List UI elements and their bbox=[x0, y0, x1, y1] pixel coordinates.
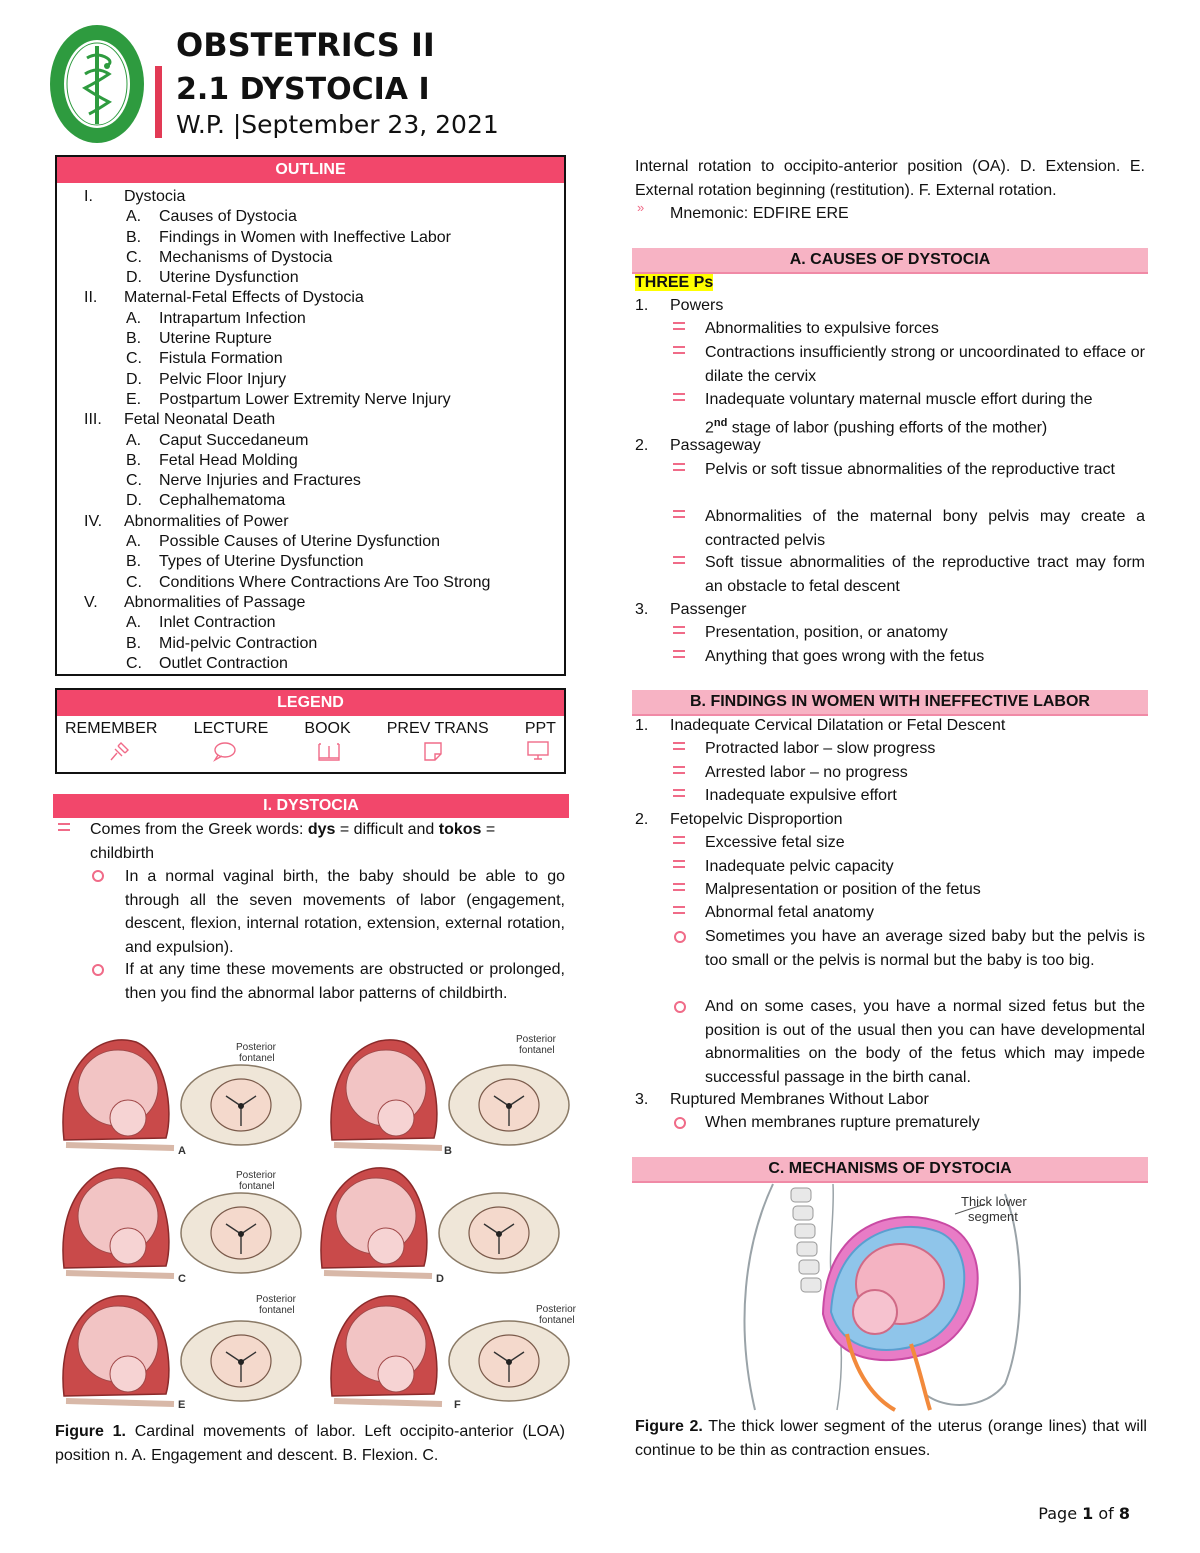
outline-item-text: Types of Uterine Dysfunction bbox=[159, 553, 364, 571]
posterior-fontanel-label: fontanel bbox=[239, 1053, 275, 1064]
bullet-icon bbox=[673, 836, 685, 844]
bullet-icon bbox=[673, 346, 685, 354]
outline-item-text: Possible Causes of Uterine Dysfunction bbox=[159, 533, 441, 551]
outline-item-number: III. bbox=[84, 411, 102, 429]
sub-bullet-icon bbox=[92, 870, 104, 882]
outline-item bbox=[57, 512, 564, 532]
cause-detail: Abnormalities to expulsive forces bbox=[705, 320, 939, 337]
outline-item-text: Findings in Women with Ineffective Labor bbox=[159, 228, 452, 246]
posterior-fontanel-label: fontanel bbox=[259, 1305, 295, 1316]
outline-item bbox=[57, 268, 564, 288]
section-dystocia-header: I. DYSTOCIA bbox=[53, 794, 569, 818]
outline-item-text: Pelvic Floor Injury bbox=[159, 370, 287, 388]
outline-item-text: Maternal-Fetal Effects of Dystocia bbox=[124, 289, 364, 307]
bullet-icon bbox=[673, 742, 685, 750]
outline-item-number: C. bbox=[126, 573, 142, 591]
outline-item bbox=[57, 207, 564, 227]
cause-detail: Soft tissue abnormalities of the reproductive tract may form an obstacle to fetal descent bbox=[705, 554, 1145, 595]
finding-number: 2. bbox=[635, 811, 649, 828]
figure-1-caption-cont: Internal rotation to occipito-anterior position (OA). D. Extension. E. External rotation beginning (restitution). F. External rotation. bbox=[635, 158, 1145, 199]
finding-note: Sometimes you have an average sized baby but the pelvis is too small or the pelvis is normal but the baby is too big. bbox=[705, 928, 1145, 969]
sub-bullet-icon bbox=[92, 964, 104, 976]
outline-item bbox=[57, 654, 564, 674]
outline-item bbox=[57, 573, 564, 593]
legend-label-book: BOOK bbox=[304, 720, 351, 737]
outline-item-text: Fetal Head Molding bbox=[159, 451, 298, 469]
legend-label-lecture: LECTURE bbox=[193, 720, 269, 737]
outline-item bbox=[57, 390, 564, 410]
outline-item-number: C. bbox=[126, 472, 142, 490]
outline-item-number: D. bbox=[126, 269, 142, 287]
outline-item-number: V. bbox=[84, 593, 98, 611]
posterior-fontanel-label: Posterior bbox=[516, 1034, 557, 1045]
finding-detail: Protracted labor – slow progress bbox=[705, 740, 936, 757]
outline-item-text: Caput Succedaneum bbox=[159, 431, 309, 449]
bullet-icon bbox=[673, 556, 685, 564]
topic-title: 2.1 DYSTOCIA I bbox=[176, 72, 430, 107]
outline-item-text: Abnormalities of Passage bbox=[124, 593, 306, 611]
bullet-icon bbox=[673, 883, 685, 891]
cause-number: 2. bbox=[635, 437, 649, 454]
figure-1-panel bbox=[331, 1040, 569, 1148]
outline-item-number: C. bbox=[126, 350, 142, 368]
outline-item-text: Uterine Rupture bbox=[159, 330, 272, 348]
outline-item bbox=[57, 471, 564, 491]
figure-1-panel-label: C bbox=[178, 1273, 186, 1285]
outline-item-text: Fistula Formation bbox=[159, 350, 283, 368]
section-causes-header: A. CAUSES OF DYSTOCIA bbox=[632, 248, 1148, 274]
cause-label: Passageway bbox=[670, 437, 761, 454]
outline-item bbox=[57, 288, 564, 308]
posterior-fontanel-label: fontanel bbox=[539, 1315, 575, 1326]
outline-item bbox=[57, 228, 564, 248]
legend-labels bbox=[57, 716, 564, 738]
outline-item bbox=[57, 431, 564, 451]
outline-item-number: E. bbox=[126, 390, 142, 408]
outline-item bbox=[57, 451, 564, 471]
cause-label: Powers bbox=[670, 297, 724, 314]
outline-item-text: Outlet Contraction bbox=[159, 654, 288, 672]
outline-title: OUTLINE bbox=[57, 157, 564, 183]
outline-item-number: B. bbox=[126, 634, 142, 652]
legend-title: LEGEND bbox=[57, 690, 564, 716]
bullet-icon bbox=[673, 789, 685, 797]
outline-item bbox=[57, 491, 564, 511]
bullet-icon bbox=[673, 860, 685, 868]
outline-item-number: A. bbox=[126, 309, 142, 327]
monitor-icon bbox=[526, 740, 550, 762]
outline-item-text: Postpartum Lower Extremity Nerve Injury bbox=[159, 390, 451, 408]
posterior-fontanel-label: Posterior bbox=[236, 1170, 277, 1181]
cause-number: 1. bbox=[635, 297, 649, 314]
bullet-icon bbox=[673, 766, 685, 774]
bullet-icon bbox=[673, 626, 685, 634]
bullet-icon bbox=[673, 650, 685, 658]
stage-rest: stage of labor (pushing efforts of the mother) bbox=[727, 418, 1048, 436]
outline-item bbox=[57, 532, 564, 552]
outline-item-text: Mid-pelvic Contraction bbox=[159, 634, 318, 652]
arrow-bullet-icon: » bbox=[637, 200, 645, 215]
outline-item-text: Mechanisms of Dystocia bbox=[159, 248, 333, 266]
finding-label: Fetopelvic Disproportion bbox=[670, 811, 843, 828]
bullet-icon bbox=[673, 463, 685, 471]
figure-1-cardinal-movements bbox=[56, 1030, 577, 1415]
finding-detail: Inadequate expulsive effort bbox=[705, 787, 897, 804]
outline-item-number: D. bbox=[126, 370, 142, 388]
section-mechanisms-header: C. MECHANISMS OF DYSTOCIA bbox=[632, 1157, 1148, 1183]
byline: W.P. |September 23, 2021 bbox=[176, 110, 499, 139]
figure-1-panel-label: F bbox=[454, 1399, 461, 1411]
outline-item-number: II. bbox=[84, 289, 98, 307]
posterior-fontanel-label: fontanel bbox=[239, 1181, 275, 1192]
outline-item-text: Cephalhematoma bbox=[159, 492, 286, 510]
sub-bullet-icon bbox=[674, 1001, 686, 1013]
outline-item-number: A. bbox=[126, 431, 142, 449]
outline-box bbox=[55, 155, 566, 676]
cause-detail: Abnormalities of the maternal bony pelvis may create a contracted pelvis bbox=[705, 508, 1145, 549]
stage-suffix: nd bbox=[713, 416, 728, 429]
figure-2-thick-lower-segment bbox=[725, 1184, 1055, 1410]
outline-item bbox=[57, 349, 564, 369]
outline-item-text: Intrapartum Infection bbox=[159, 309, 306, 327]
outline-item bbox=[57, 593, 564, 613]
page-number: Page 1 of 8 bbox=[1038, 1504, 1130, 1523]
outline-item bbox=[57, 248, 564, 268]
figure-1-panel bbox=[331, 1296, 569, 1404]
mnemonic-text: Mnemonic: EDFIRE ERE bbox=[670, 205, 849, 222]
outline-item-number: B. bbox=[126, 330, 142, 348]
outline-item bbox=[57, 329, 564, 349]
figure-1-panel bbox=[321, 1168, 559, 1276]
posterior-fontanel-label: fontanel bbox=[519, 1045, 555, 1056]
outline-item-text: Nerve Injuries and Fractures bbox=[159, 472, 361, 490]
finding-note: And on some cases, you have a normal sized fetus but the position is out of the usual then you can have developmental abnormalities on the body of the fetus which may impede successful passage in the birth canal. bbox=[705, 998, 1145, 1086]
speech-bubble-icon bbox=[212, 740, 236, 762]
cause-label: Passenger bbox=[670, 601, 747, 618]
fig2-annotation-line2: segment bbox=[968, 1209, 1018, 1224]
school-logo bbox=[47, 22, 147, 146]
outline-item-number: C. bbox=[126, 248, 142, 266]
finding-detail: Inadequate pelvic capacity bbox=[705, 858, 894, 875]
finding-label: Ruptured Membranes Without Labor bbox=[670, 1091, 929, 1108]
bullet-icon bbox=[673, 393, 685, 401]
outline-item-number: B. bbox=[126, 451, 142, 469]
figure-1-panel-label: B bbox=[444, 1145, 452, 1157]
outline-item-number: IV. bbox=[84, 512, 103, 530]
book-icon bbox=[317, 740, 341, 762]
bullet-icon bbox=[673, 322, 685, 330]
finding-number: 3. bbox=[635, 1091, 649, 1108]
posterior-fontanel-label: Posterior bbox=[236, 1042, 277, 1053]
legend-label-ppt: PPT bbox=[524, 720, 556, 737]
outline-item-text: Conditions Where Contractions Are Too Strong bbox=[159, 573, 491, 591]
legend-label-remember: REMEMBER bbox=[65, 720, 158, 737]
section-findings-header: B. FINDINGS IN WOMEN WITH INEFFECTIVE LABOR bbox=[632, 690, 1148, 716]
finding-label: Inadequate Cervical Dilatation or Fetal Descent bbox=[670, 717, 1006, 734]
figure-1-panel-label: A bbox=[178, 1145, 186, 1157]
header-accent-bar bbox=[155, 66, 162, 138]
outline-item-text: Fetal Neonatal Death bbox=[124, 411, 276, 429]
outline-list bbox=[57, 183, 564, 674]
greek-origin-text-cont: childbirth bbox=[90, 845, 155, 862]
note-icon bbox=[421, 740, 445, 762]
legend-label-prev-trans: PREV TRANS bbox=[386, 720, 489, 737]
stage-number: 2 bbox=[705, 418, 714, 436]
outline-item-number: B. bbox=[126, 553, 142, 571]
outline-item bbox=[57, 634, 564, 654]
finding-detail: Arrested labor – no progress bbox=[705, 764, 908, 781]
outline-item-number: D. bbox=[126, 492, 142, 510]
cause-detail: Contractions insufficiently strong or uncoordinated to efface or dilate the cervix bbox=[705, 344, 1145, 385]
fig2-annotation-line1: Thick lower bbox=[961, 1194, 1027, 1209]
outline-item-text: Abnormalities of Power bbox=[124, 512, 289, 530]
sub-bullet-icon bbox=[674, 1117, 686, 1129]
greek-origin-text: Comes from the Greek words: dys = difficult and tokos = bbox=[90, 821, 496, 838]
course-title: OBSTETRICS II bbox=[176, 26, 435, 64]
figure-1-caption: Figure 1. Cardinal movements of labor. Left occipito-anterior (LOA) position n. A. Engagement and descent. B. Flexion. C. bbox=[55, 1423, 565, 1464]
cause-number: 3. bbox=[635, 601, 649, 618]
figure-1-panel-label: E bbox=[178, 1399, 186, 1411]
cause-detail: Presentation, position, or anatomy bbox=[705, 624, 948, 641]
sub-bullet-icon bbox=[674, 931, 686, 943]
outline-item bbox=[57, 309, 564, 329]
outline-item bbox=[57, 552, 564, 572]
outline-item bbox=[57, 613, 564, 633]
finding-note: When membranes rupture prematurely bbox=[705, 1114, 980, 1131]
posterior-fontanel-label: Posterior bbox=[256, 1294, 297, 1305]
three-ps-label: THREE Ps bbox=[635, 274, 714, 291]
outline-item bbox=[57, 370, 564, 390]
bullet-icon bbox=[58, 823, 70, 831]
outline-item-number: A. bbox=[126, 208, 142, 226]
outline-item bbox=[57, 187, 564, 207]
outline-item-number: C. bbox=[126, 654, 142, 672]
outline-item-text: Inlet Contraction bbox=[159, 614, 276, 632]
outline-item bbox=[57, 410, 564, 430]
cause-detail: Anything that goes wrong with the fetus bbox=[705, 648, 985, 665]
finding-detail: Excessive fetal size bbox=[705, 834, 845, 851]
obstructed-text: If at any time these movements are obstructed or prolonged, then you find the abnormal labor patterns of childbirth. bbox=[125, 961, 565, 1002]
outline-item-number: B. bbox=[126, 228, 142, 246]
finding-number: 1. bbox=[635, 717, 649, 734]
outline-item-text: Causes of Dystocia bbox=[159, 208, 297, 226]
normal-birth-text: In a normal vaginal birth, the baby should be able to go through all the seven movements of labor (engagement, descent, flexion, internal rotation, extension, external rotation, and expulsion). bbox=[125, 868, 565, 956]
cause-detail: Inadequate voluntary maternal muscle effort during the bbox=[705, 391, 1093, 408]
outline-item-number: A. bbox=[126, 614, 142, 632]
finding-detail: Malpresentation or position of the fetus bbox=[705, 881, 981, 898]
finding-detail: Abnormal fetal anatomy bbox=[705, 904, 874, 921]
bullet-icon bbox=[673, 906, 685, 914]
legend-box bbox=[55, 688, 566, 774]
cause-detail: Pelvis or soft tissue abnormalities of the reproductive tract bbox=[705, 461, 1115, 478]
bullet-icon bbox=[673, 510, 685, 518]
outline-item-number: I. bbox=[84, 188, 93, 205]
outline-item-text: Uterine Dysfunction bbox=[159, 269, 299, 287]
legend-icons bbox=[57, 738, 564, 762]
outline-item-text: Dystocia bbox=[124, 188, 186, 205]
outline-item-number: A. bbox=[126, 533, 142, 551]
pushpin-icon bbox=[107, 740, 131, 762]
figure-2-caption: Figure 2. The thick lower segment of the uterus (orange lines) that will continue to be thin as contraction ensues. bbox=[635, 1418, 1147, 1459]
posterior-fontanel-label: Posterior bbox=[536, 1304, 577, 1315]
figure-1-panel-label: D bbox=[436, 1273, 444, 1285]
